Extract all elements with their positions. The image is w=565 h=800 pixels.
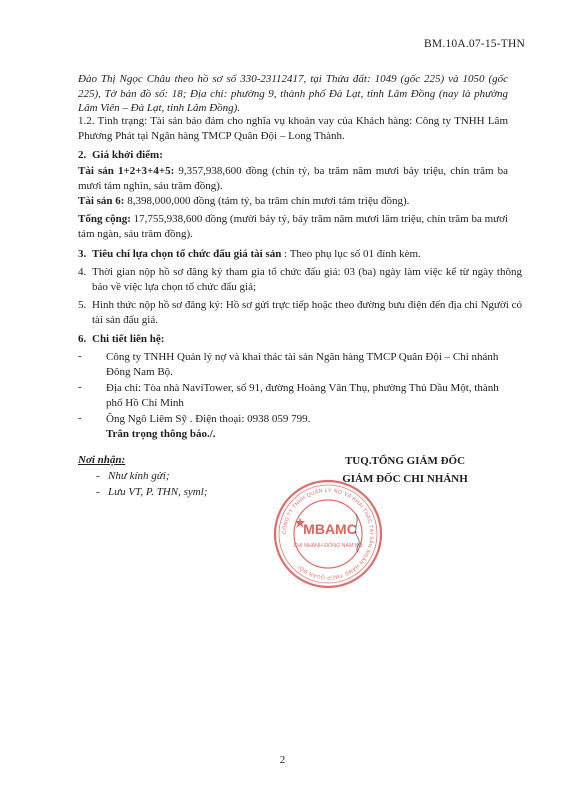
price-asset-6-text: 8,398,000,000 đồng (tám tỷ, ba trăm chín mươi tám triệu đồng). xyxy=(124,195,410,207)
recipients-title: Nơi nhận: xyxy=(78,454,126,466)
section-4-text: Thời gian nộp hồ sơ đăng ký tham gia tổ chức đấu giá: 03 (ba) ngày làm việc kể từ ngày thông báo về việc lựa chọn tổ chức đấu giá; xyxy=(92,266,522,293)
section-2-heading xyxy=(78,148,518,163)
section-3-title: Tiêu chí lựa chọn tổ chức đấu giá tài sản xyxy=(92,248,282,260)
signature-title-1: TUQ.TỔNG GIÁM ĐỐC xyxy=(344,455,466,467)
signature-title-2: GIÁM ĐỐC CHI NHÁNH xyxy=(342,473,468,485)
contact-address: Địa chỉ: Tòa nhà NaviTower, số 91, đường Hoàng Văn Thụ, phường Thủ Dầu Một, thành phố Hồ Chí Minh xyxy=(106,382,499,409)
recipient-item-text: Như kính gửi; xyxy=(108,470,170,482)
recipient-item-text: Lưu VT, P. THN, syml; xyxy=(108,486,208,498)
recipient-item xyxy=(78,468,207,484)
page-number: 2 xyxy=(279,754,286,766)
intro-paragraph: Đào Thị Ngọc Châu theo hồ sơ số 330-23112417, tại Thửa đất: 1049 (gốc 225) và 1050 (gốc 225), Tờ bản đồ số: 18; Địa chỉ: phường 9, thành phố Đà Lạt, tỉnh Lâm Đồng (nay là phường Lâm Viên – Đà Lạt, tỉnh Lâm Đồng). xyxy=(78,73,508,114)
item-1-2-text: Tình trạng: Tài sản bảo đảm cho nghĩa vụ khoản vay của Khách hàng: Công ty TNHH Lâm Phương Phát tại Ngân hàng TMCP Quân Đội – Long Thành. xyxy=(78,115,508,142)
section-6-title: Chi tiết liên hệ: xyxy=(92,333,165,345)
section-4 xyxy=(78,265,522,294)
price-asset-6-label: Tài sản 6: xyxy=(78,195,125,207)
section-2-title: Giá khởi điểm: xyxy=(92,149,163,161)
contact-person: Ông Ngô Liêm Sỹ . Điện thoại: 0938 059 799. xyxy=(106,413,311,425)
stamp-branch-text: CHI NHÁNH ĐÔNG NAM BỘ xyxy=(293,543,363,549)
section-3-text: : Theo phụ lục số 01 đính kèm. xyxy=(281,248,421,260)
section-5 xyxy=(78,298,522,327)
closing-text: Trân trọng thông báo./. xyxy=(106,428,216,440)
section-6-number: 6. xyxy=(78,333,87,345)
section-3 xyxy=(78,247,518,262)
item-1-2-number: 1.2. xyxy=(78,115,95,127)
item-1-2 xyxy=(78,114,508,143)
stamp-brand-text: MBAMC xyxy=(303,521,357,537)
price-assets-1-5 xyxy=(78,164,508,193)
document-code: BM.10A.07-15-THN xyxy=(424,38,525,50)
stamp-ring-text: CÔNG TY TNHH QUẢN LÝ NỢ VÀ KHAI THÁC TÀI SẢN NGÂN HÀNG TMCP QUÂN ĐỘI xyxy=(281,487,375,581)
price-assets-1-5-text: 9,357,938,600 đồng (chín tỷ, ba trăm năm mươi bảy triệu, chín trăm ba mươi tám nghìn, sáu trăm đồng). xyxy=(78,165,508,192)
bullet-dash: - xyxy=(96,470,100,482)
section-6-heading xyxy=(78,332,518,347)
price-asset-6 xyxy=(78,194,508,209)
section-2-number: 2. xyxy=(78,149,87,161)
bullet-dash: - xyxy=(96,486,100,498)
contact-company: Công ty TNHH Quản lý nợ và khai thác tài sản Ngân hàng TMCP Quân Đội – Chi nhánh Đông Nam Bộ. xyxy=(106,351,499,378)
recipients-block xyxy=(78,452,207,500)
price-total-text: 17,755,938,600 đồng (mười bảy tỷ, bảy trăm năm mươi lăm triệu, chín trăm ba mươi tám ngàn, sáu trăm đồng). xyxy=(78,213,508,240)
price-total-label: Tổng cộng: xyxy=(78,213,131,225)
bullet-dash: - xyxy=(78,350,82,362)
section-4-number: 4. xyxy=(78,266,87,278)
bullet-dash: - xyxy=(78,381,82,393)
recipient-item xyxy=(78,484,207,500)
price-total xyxy=(78,212,508,241)
price-assets-1-5-label: Tài sản 1+2+3+4+5: xyxy=(78,165,175,177)
section-5-number: 5. xyxy=(78,299,87,311)
bullet-dash: - xyxy=(78,412,82,424)
section-5-text: Hình thức nộp hồ sơ đăng ký: Hồ sơ gửi trực tiếp hoặc theo đường bưu điện đến địa chỉ Người có tài sản đấu giá. xyxy=(92,299,522,326)
company-seal-stamp xyxy=(272,478,384,590)
section-3-number: 3. xyxy=(78,248,87,260)
